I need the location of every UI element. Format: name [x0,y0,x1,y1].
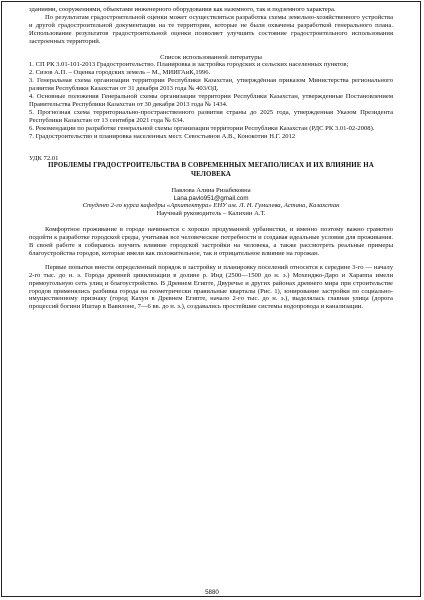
reference-item: 6. Рекомендации по разработке генеральной схемы организации территории Республики Казахстан (РДС РК 3.01-02-2008). [29,124,375,132]
reference-item: 3. Генеральная схема организации территории Республики Казахстан, утверждённая приказом Министерства регионального развития Республики Казахстан от 31 декабря 2013 года № 403/ОД. [29,77,393,93]
reference-item: 4. Основные положения Генеральной схемы организации территории Республики Казахстан, утвержденные Постановлением Правительства Республики Казахстан от 30 декабря 2013 года № 1434. [29,93,393,108]
author-name: Павлова Алина Ризабековна [171,186,251,194]
author-affiliation: Студент 2-го курса кафедры «Архитектура» ЕНУ им. Л. Н. Гумилева, Астана, Казахстан [82,202,340,210]
reference-item: 2. Сизов А.П. – Оценка городских земель – М., МИИГАиК,1996. [29,69,211,77]
reference-item: 7. Градостроительство и планировка населенных мест. Севостьянов А.В., Конокотин Н.Г. 2012 [29,132,296,140]
reference-item: 5. Прогнозная схема территориально-пространственного развития страны до 2025 года, утвержденная Указом Президента Республики Казахстан от 13 сентября 2021 года № 634. [29,108,393,124]
supervisor: Научный руководитель – Калихин А.Т. [156,210,266,218]
udk-code: УДК 72.01 [29,154,59,162]
article-title: ПРОБЛЕМЫ ГРАДОСТРОИТЕЛЬСТВА В СОВРЕМЕННЫХ МЕГАПОЛИСАХ И ИХ ВЛИЯНИЕ НА ЧЕЛОВЕКА [48,162,374,178]
references-heading: Список использованной литературы [160,53,262,61]
reference-item: 1. СП РК 3.01-101-2013 Градостроительство. Планировка и застройка городских и сельских населенных пунктов; [29,61,349,69]
paragraph: По результатам градостроительной оценки может осуществляться разработка схемы земельно-хозяйственного устройства и другой градостроительной документации на те территории, которые не были охвачены разработкой генерального плана. Использование результатов градостроительной оценки позволяет улучшить состояние градостроительного использования застроенных территорий. [29,13,393,45]
paragraph: зданиями, сооружениями, объектами инженерного оборудования как наземного, так и подземного характера. [29,6,336,13]
page-number: 5880 [205,589,219,596]
author-email[interactable]: Lana.pavlo951@gmail.com [173,194,249,202]
document-page [29,6,393,311]
paragraph: Первые попытки внести определенный порядок в застройку и планировку поселений относятся к середине 3-го — началу 2-го тыс. до н. э. Города древней цивилизации в долине р. Инд (2500—1500 до н. э.) Мохенджо-Даро и Хараппа имели прямоугольную сеть улиц и благоустройство. В Древнем Египте, Двуречье и других районах древнего мира при строительстве городов применялись разбивка города на геометрически правильные кварталы (Рис. 1), зонирование застройки по социально-имущественному признаку (город Кахун в Древнем Египте, начало 2-го тыс. до н. э.), выделялась главная улица (дорога процессий богини Иштар в Вавилоне, 7—6 вв. до н. э.), создавались простейшие системы водопровода и канализации. [29,263,393,311]
paragraph: Комфортное проживание в городе начинается с хорошо продуманной урбанистки, и именно поэтому важно грамотно подойти к разработке городской среды, учитывая все человеческие потребности и создавая идеальные условия для проживания. В своей работе я собираюсь изучить влияние городской застройки на человека, а также рассмотреть реальные примеры благоустройства городов, которые имели как положительное, так и отрицательное влияние на горожан. [29,226,393,257]
